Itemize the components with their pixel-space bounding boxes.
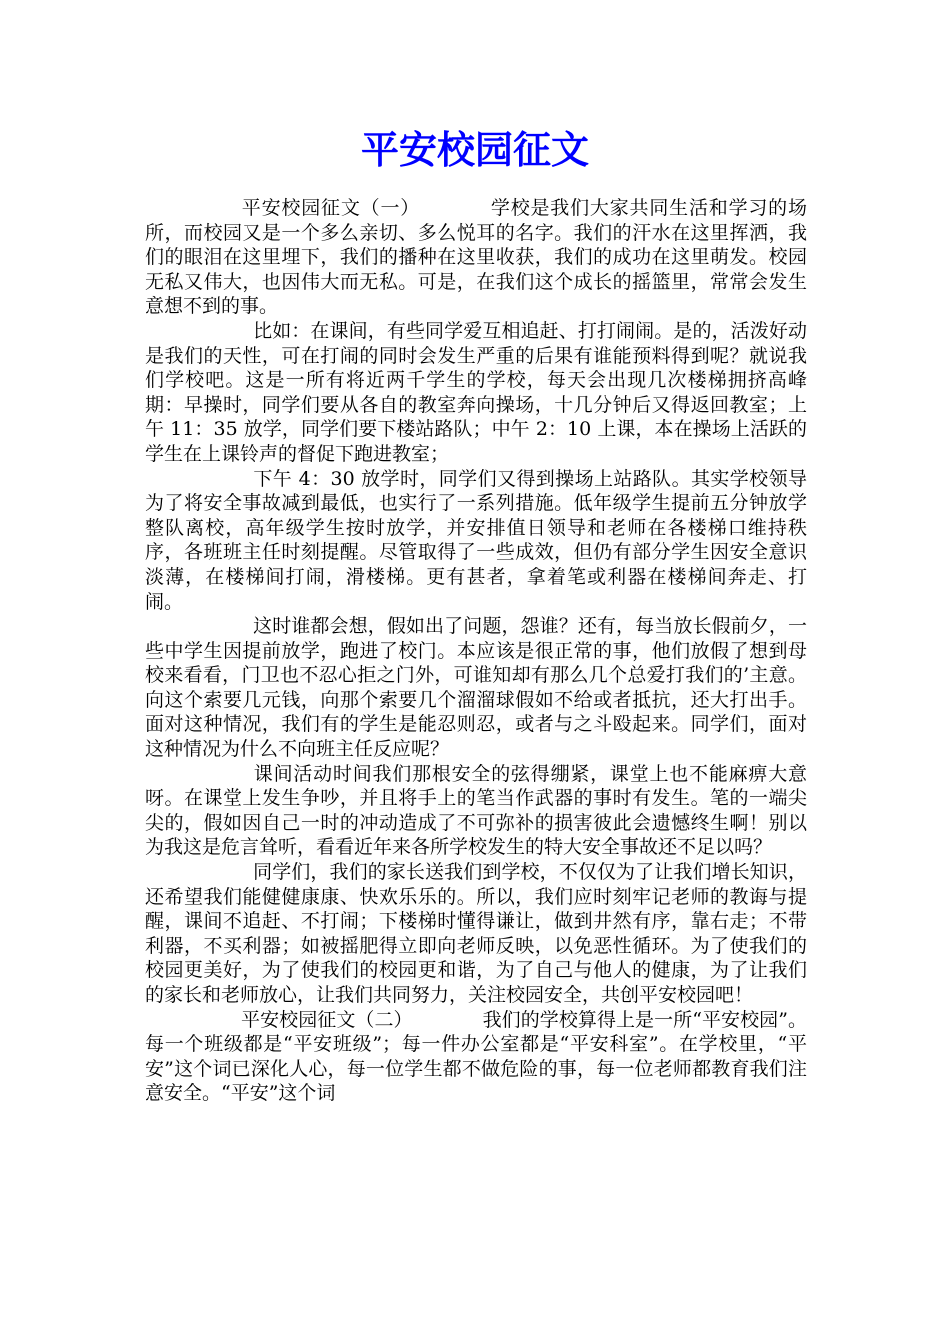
paragraph-text: 比如：在课间，有些同学爱互相追赶、打打闹闹。是的，活泼好动是我们的天性，可在打闹的同时会发生严重的后果有谁能预料得到呢？就说我们学校吧。这是一所有将近两千学生的学校，每天会出现几次楼梯拥挤高峰期：早操时，同学们要从各自的教室奔向操场，十几分钟后又得返回教室；上午 11：35 放学，同学们要下楼站路队；中午 2：10 上课，本在操场上活跃的学生在上课铃声的督促下跑进教室；: [145, 319, 807, 465]
paragraph-text: 学校是我们大家共同生活和学习的场所，而校园又是一个多么亲切、多么悦耳的名字。我们的汗水在这里挥洒，我们的眼泪在这里埋下，我们的播种在这里收获，我们的成功在这里萌发。校园无私又伟大，也因伟大而无私。可是，在我们这个成长的摇篮里，常常会发生意想不到的事。: [145, 197, 807, 318]
paragraph-1: [145, 196, 807, 319]
paragraph-3: [145, 467, 807, 615]
paragraph-4: [145, 614, 807, 762]
paragraph-5: [145, 762, 807, 860]
section-heading-1: 平安校园征文（一）: [241, 197, 421, 219]
paragraph-7: [145, 1008, 807, 1106]
document-body: [145, 196, 807, 1106]
paragraph-text: 我们的学校算得上是一所“平安校园”。每一个班级都是“平安班级”；每一件办公室都是“平安科室”。在学校里，“平安”这个词已深化人心，每一位学生都不做危险的事，每一位老师都教育我们注意安全。“平安”这个词: [145, 1008, 807, 1105]
paragraph-2: [145, 319, 807, 467]
paragraph-text: 课间活动时间我们那根安全的弦得绷紧，课堂上也不能麻痹大意呀。在课堂上发生争吵，并且将手上的笔当作武器的事时有发生。笔的一端尖尖的，假如因自己一时的冲动造成了不可弥补的损害彼此会遗憾终生啊！别以为我这是危言耸听，看看近年来各所学校发生的特大安全事故还不足以吗？: [145, 762, 807, 859]
paragraph-text: 下午 4：30 放学时，同学们又得到操场上站路队。其实学校领导为了将安全事故减到最低，也实行了一系列措施。低年级学生提前五分钟放学整队离校，高年级学生按时放学，并安排值日领导和老师在各楼梯口维持秩序，各班班主任时刻提醒。尽管取得了一些成效，但仍有部分学生因安全意识淡薄，在楼梯间打闹，滑楼梯。更有甚者，拿着笔或利器在楼梯间奔走、打闹。: [145, 467, 807, 613]
section-heading-2: 平安校园征文（二）: [241, 1008, 413, 1031]
paragraph-6: [145, 860, 807, 1008]
document-title: 平安校园征文: [360, 127, 589, 172]
paragraph-text: 同学们，我们的家长送我们到学校，不仅仅为了让我们增长知识，还希望我们能健健康康、快欢乐乐的。所以，我们应时刻牢记老师的教诲与提醒，课间不追赶、不打闹；下楼梯时懂得谦让，做到井然有序，靠右走；不带利器，不买利器；如被摇肥得立即向老师反映，以免恶性循环。为了使我们的校园更美好，为了使我们的校园更和谐，为了自己与他人的健康，为了让我们的家长和老师放心，让我们共同努力，关注校园安全，共创平安校园吧！: [145, 861, 807, 1006]
paragraph-text: 这时谁都会想，假如出了问题，怨谁？还有，每当放长假前夕，一些中学生因提前放学，跑进了校门。本应该是很正常的事，他们放假了想到母校来看看，门卫也不忍心拒之门外，可谁知却有那么几个总爱打我们的’主意。向这个索要几元钱，向那个索要几个溜溜球假如不给或者抵抗，还大打出手。面对这种情况，我们有的学生是能忍则忍，或者与之斗殴起来。同学们，面对这种情况为什么不向班主任反应呢？: [145, 615, 807, 761]
